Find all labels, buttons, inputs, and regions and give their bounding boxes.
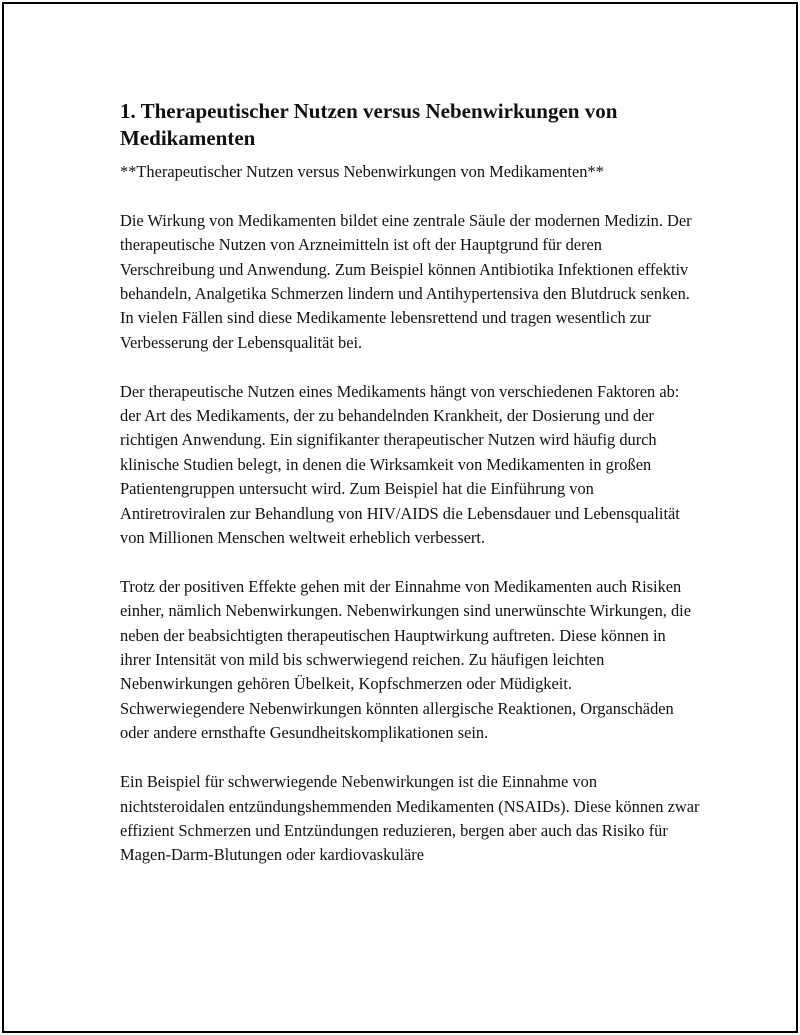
- body-paragraph: Die Wirkung von Medikamenten bildet eine zentrale Säule der modernen Medizin. Der therapeutische Nutzen von Arzneimitteln ist oft der Hauptgrund für deren Verschreibung und Anwendung. Zum Beispiel können Antibiotika Infektionen effektiv behandeln, Analgetika Schmerzen lindern und Antihypertensiva den Blutdruck senken. In vielen Fällen sind diese Medikamente lebensrettend und tragen wesentlich zur Verbesserung der Lebensqualität bei.: [120, 210, 692, 352]
- page-frame: [2, 2, 798, 1033]
- body-paragraph: Trotz der positiven Effekte gehen mit der Einnahme von Medikamenten auch Risiken einher, nämlich Nebenwirkungen. Nebenwirkungen sind unerwünschte Wirkungen, die neben der beabsichtigten therapeutischen Hauptwirkung auftreten. Diese können in ihrer Intensität von mild bis schwerwiegend reichen. Zu häufigen leichten Nebenwirkungen gehören Übelkeit, Kopfschmerzen oder Müdigkeit. Schwerwiegendere Nebenwirkungen könnten allergische Reaktionen, Organschäden oder andere ernsthafte Gesundheitskomplikationen sein.: [120, 576, 691, 743]
- body-paragraph: Ein Beispiel für schwerwiegende Nebenwirkungen ist die Einnahme von nichtsteroidalen entzündungshemmenden Medikamenten (NSAIDs). Diese können zwar effizient Schmerzen und Entzündungen reduzieren, bergen aber auch das Risiko für Magen-Darm-Blutungen oder kardiovaskuläre: [120, 772, 700, 865]
- section-heading: 1. Therapeutischer Nutzen versus Nebenwirkungen von Medikamenten: [120, 99, 618, 150]
- body-paragraph: Der therapeutische Nutzen eines Medikaments hängt von verschiedenen Faktoren ab: der Art des Medikaments, der zu behandelnden Krankheit, der Dosierung und der richtigen Anwendung. Ein signifikanter therapeutischer Nutzen wird häufig durch klinische Studien belegt, in denen die Wirksamkeit von Medikamenten in großen Patientengruppen untersucht wird. Zum Beispiel hat die Einführung von Antiretroviralen zur Behandlung von HIV/AIDS die Lebensdauer und Lebensqualität von Millionen Menschen weltweit erheblich verbessert.: [120, 381, 680, 548]
- bold-title-paragraph: **Therapeutischer Nutzen versus Nebenwirkungen von Medikamenten**: [120, 162, 604, 181]
- document-body: [120, 98, 700, 892]
